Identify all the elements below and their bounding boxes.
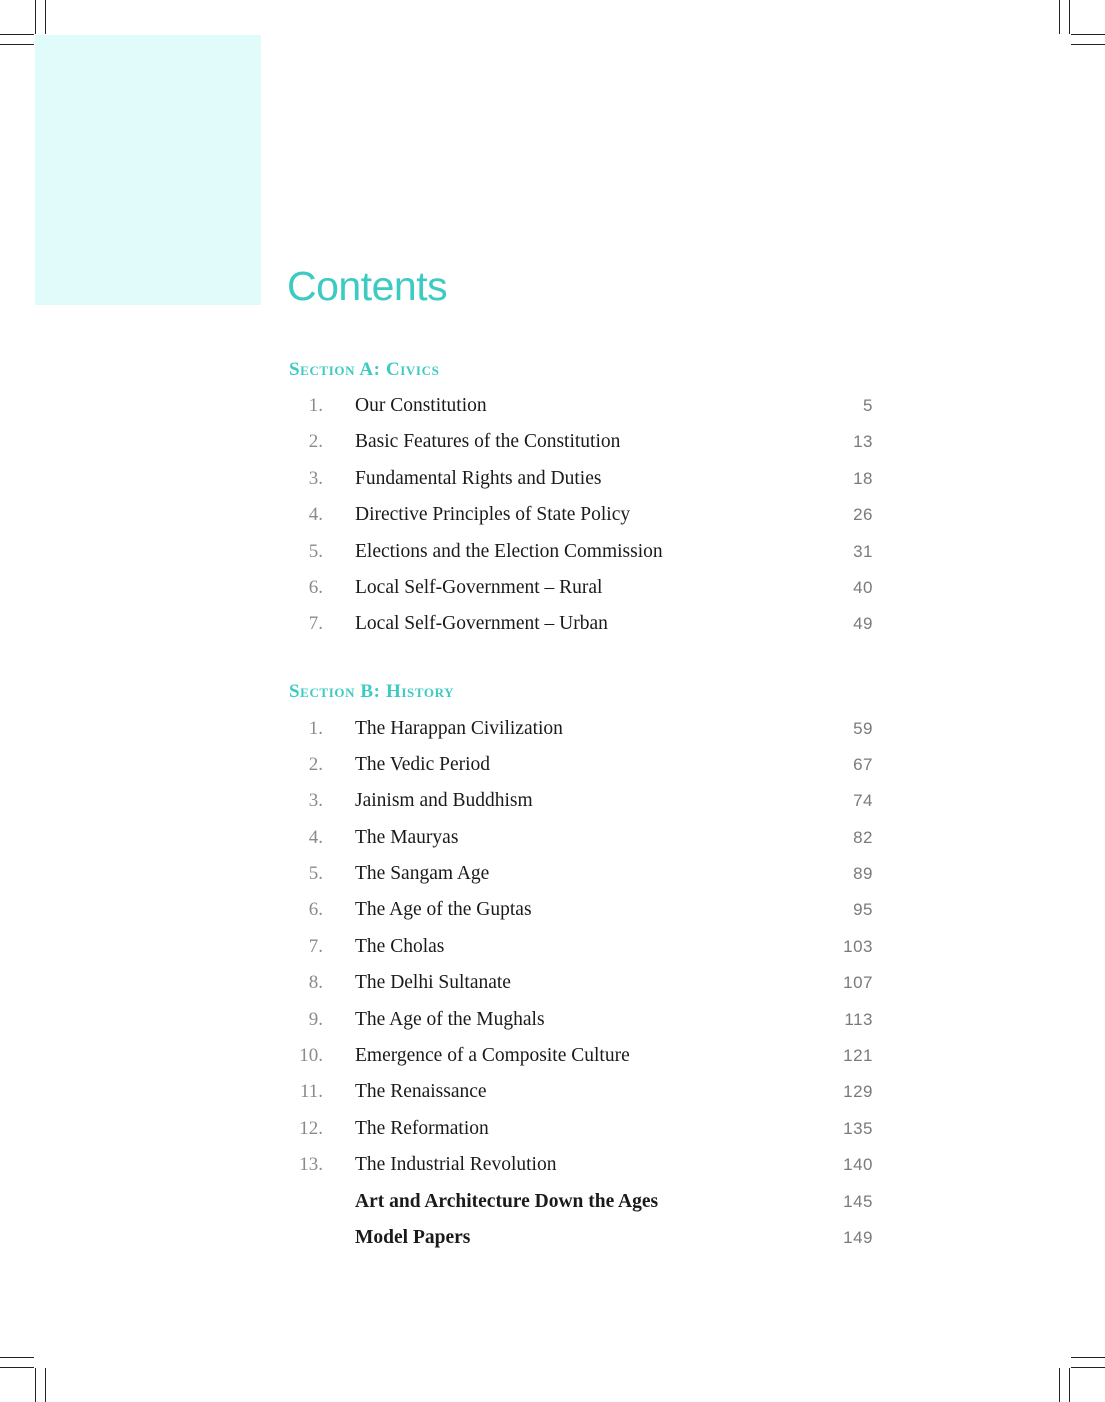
- page-number: 13: [853, 432, 873, 451]
- page-number: 67: [853, 755, 873, 774]
- chapter-title: Local Self-Government – Rural: [355, 577, 603, 598]
- toc-entry[interactable]: [289, 1077, 873, 1107]
- chapter-title: The Mauryas: [355, 827, 459, 848]
- chapter-number: 11.: [299, 1081, 323, 1102]
- crop-mark: [35, 0, 36, 34]
- page-number: 103: [843, 937, 873, 956]
- chapter-number: 3.: [308, 790, 323, 811]
- chapter-title: Local Self-Government – Urban: [355, 613, 608, 634]
- chapter-number: 13.: [299, 1154, 323, 1175]
- crop-mark: [0, 44, 34, 45]
- chapter-title: The Age of the Mughals: [355, 1009, 545, 1030]
- page-number: 59: [853, 719, 873, 738]
- toc-entry[interactable]: [289, 823, 873, 853]
- page-number: 135: [843, 1119, 873, 1138]
- crop-mark: [0, 1357, 34, 1358]
- page-number: 74: [853, 791, 873, 810]
- crop-mark: [1071, 1357, 1105, 1358]
- chapter-number: 7.: [308, 936, 323, 957]
- page-number: 26: [853, 505, 873, 524]
- decorative-block: [35, 35, 261, 305]
- toc-entry[interactable]: [289, 932, 873, 962]
- crop-mark: [1069, 0, 1070, 34]
- toc-entry[interactable]: [289, 895, 873, 925]
- chapter-title: Basic Features of the Constitution: [355, 431, 621, 452]
- chapter-title: Elections and the Election Commission: [355, 541, 663, 562]
- crop-mark: [1071, 1367, 1105, 1368]
- chapter-title: The Reformation: [355, 1118, 489, 1139]
- page-number: 18: [853, 469, 873, 488]
- chapter-number: 12.: [299, 1118, 323, 1139]
- toc-entry[interactable]: [289, 859, 873, 889]
- chapter-number: 1.: [308, 718, 323, 739]
- page-number: 5: [863, 396, 873, 415]
- chapter-title: The Age of the Guptas: [355, 899, 532, 920]
- toc-entry[interactable]: [289, 750, 873, 780]
- page-number: 129: [843, 1082, 873, 1101]
- chapter-title: Emergence of a Composite Culture: [355, 1045, 630, 1066]
- chapter-number: 4.: [308, 504, 323, 525]
- chapter-number: 2.: [308, 754, 323, 775]
- crop-mark: [1071, 34, 1105, 35]
- section-heading-history: Section B: History: [289, 681, 455, 702]
- chapter-title: Directive Principles of State Policy: [355, 504, 631, 525]
- crop-mark: [35, 1368, 36, 1402]
- entry-title: Model Papers: [355, 1227, 471, 1248]
- chapter-title: The Vedic Period: [355, 754, 491, 775]
- chapter-number: 9.: [308, 1009, 323, 1030]
- toc-entry[interactable]: [289, 968, 873, 998]
- chapter-title: Fundamental Rights and Duties: [355, 468, 602, 489]
- chapter-title: The Renaissance: [355, 1081, 487, 1102]
- chapter-number: 8.: [308, 972, 323, 993]
- chapter-title: The Harappan Civilization: [355, 718, 563, 739]
- chapter-number: 5.: [308, 863, 323, 884]
- page-number: 145: [843, 1192, 873, 1211]
- chapter-title: The Delhi Sultanate: [355, 972, 511, 993]
- page-number: 95: [853, 900, 873, 919]
- toc-entry[interactable]: [289, 1041, 873, 1071]
- chapter-number: 3.: [308, 468, 323, 489]
- page-number: 89: [853, 864, 873, 883]
- toc-entry[interactable]: [289, 391, 873, 421]
- chapter-title: The Cholas: [355, 936, 445, 957]
- chapter-number: 6.: [308, 899, 323, 920]
- crop-mark: [0, 34, 34, 35]
- chapter-title: The Sangam Age: [355, 863, 490, 884]
- toc-entry[interactable]: [289, 537, 873, 567]
- page-number: 49: [853, 614, 873, 633]
- page-number: 121: [843, 1046, 873, 1065]
- chapter-number: 2.: [308, 431, 323, 452]
- section-heading-civics: Section A: Civics: [289, 359, 440, 380]
- chapter-number: 1.: [308, 395, 323, 416]
- crop-mark: [1071, 44, 1105, 45]
- chapter-title: The Industrial Revolution: [355, 1154, 557, 1175]
- crop-mark: [1059, 0, 1060, 34]
- toc-entry[interactable]: [289, 500, 873, 530]
- page-number: 113: [844, 1010, 873, 1029]
- toc-entry-model-papers[interactable]: [289, 1223, 873, 1253]
- toc-entry[interactable]: [289, 464, 873, 494]
- page-number: 40: [853, 578, 873, 597]
- chapter-number: 7.: [308, 613, 323, 634]
- toc-entry[interactable]: [289, 1150, 873, 1180]
- crop-mark: [1069, 1368, 1070, 1402]
- chapter-number: 10.: [299, 1045, 323, 1066]
- toc-entry[interactable]: [289, 1114, 873, 1144]
- entry-title: Art and Architecture Down the Ages: [355, 1191, 659, 1212]
- chapter-title: Jainism and Buddhism: [355, 790, 533, 811]
- page-number: 140: [843, 1155, 873, 1174]
- toc-entry[interactable]: [289, 714, 873, 744]
- chapter-title: Our Constitution: [355, 395, 487, 416]
- chapter-number: 5.: [308, 541, 323, 562]
- chapter-number: 4.: [308, 827, 323, 848]
- crop-mark: [1059, 1368, 1060, 1402]
- crop-mark: [45, 1368, 46, 1402]
- chapter-number: 6.: [308, 577, 323, 598]
- page-number: 31: [853, 542, 873, 561]
- page-number: 82: [853, 828, 873, 847]
- crop-mark: [45, 0, 46, 34]
- toc-entry[interactable]: [289, 609, 873, 639]
- page-title: Contents: [287, 263, 448, 309]
- toc-entry[interactable]: [289, 427, 873, 457]
- crop-mark: [0, 1367, 34, 1368]
- page-number: 149: [843, 1228, 873, 1247]
- toc-entry-art-architecture[interactable]: [289, 1187, 873, 1217]
- page-number: 107: [843, 973, 873, 992]
- toc-entry[interactable]: [289, 573, 873, 603]
- toc-entry[interactable]: [289, 1005, 873, 1035]
- toc-entry[interactable]: [289, 786, 873, 816]
